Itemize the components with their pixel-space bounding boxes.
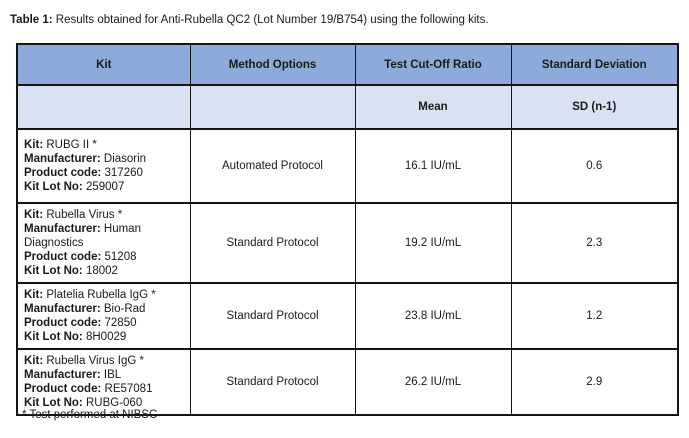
table-row <box>17 349 678 415</box>
manufacturer-value: IBL <box>103 369 122 381</box>
product-code-line <box>24 382 186 396</box>
manufacturer-line <box>24 222 186 250</box>
kit-lot-label: Kit Lot No: <box>24 181 83 193</box>
kit-lot-value: 8H0029 <box>85 331 127 343</box>
table-caption <box>10 13 489 27</box>
mean-cell: 19.2 IU/mL <box>355 203 511 283</box>
kit-label: Kit: <box>24 289 44 301</box>
kit-value: RUBG II * <box>46 139 97 151</box>
kit-value: Rubella Virus IgG * <box>46 355 144 367</box>
kit-lot-label: Kit Lot No: <box>24 331 83 343</box>
manufacturer-value: Diasorin <box>103 153 147 165</box>
product-code-value: RE57081 <box>104 383 153 395</box>
manufacturer-value: Human Diagnostics <box>24 223 141 249</box>
kit-lot-label: Kit Lot No: <box>24 397 83 409</box>
product-code-line <box>24 250 186 264</box>
product-code-label: Product code: <box>24 167 102 179</box>
sd-cell: 0.6 <box>511 129 678 203</box>
method-cell: Standard Protocol <box>190 349 355 415</box>
product-code-value: 51208 <box>104 251 137 263</box>
kit-value: Platelia Rubella IgG * <box>46 289 156 301</box>
col-header-standard-deviation: Standard Deviation <box>511 44 678 85</box>
table-row <box>17 203 678 283</box>
manufacturer-label: Manufacturer: <box>24 369 101 381</box>
kit-lot-value: 259007 <box>85 181 125 193</box>
manufacturer-line <box>24 302 186 316</box>
kit-cell <box>17 203 190 283</box>
manufacturer-label: Manufacturer: <box>24 153 101 165</box>
manufacturer-label: Manufacturer: <box>24 303 101 315</box>
product-code-line <box>24 316 186 330</box>
kit-label: Kit: <box>24 209 44 221</box>
mean-cell: 16.1 IU/mL <box>355 129 511 203</box>
subheader-kit-empty <box>17 85 190 129</box>
subheader-mean: Mean <box>355 85 511 129</box>
footnote: * Test performed at NIBSC <box>22 409 158 421</box>
manufacturer-line <box>24 368 186 382</box>
product-code-value: 317260 <box>104 167 143 179</box>
method-cell: Standard Protocol <box>190 283 355 349</box>
manufacturer-line <box>24 152 186 166</box>
method-cell: Standard Protocol <box>190 203 355 283</box>
col-header-test-cutoff-ratio: Test Cut-Off Ratio <box>355 44 511 85</box>
kit-label: Kit: <box>24 355 44 367</box>
kit-cell <box>17 283 190 349</box>
kit-cell <box>17 129 190 203</box>
manufacturer-label: Manufacturer: <box>24 223 101 235</box>
table-row <box>17 129 678 203</box>
table-caption-text: Results obtained for Anti-Rubella QC2 (Lot Number 19/B754) using the following kits. <box>52 14 489 26</box>
table-caption-label: Table 1: <box>10 14 53 26</box>
sd-cell: 1.2 <box>511 283 678 349</box>
kit-label: Kit: <box>24 139 44 151</box>
product-code-line <box>24 166 186 180</box>
sd-cell: 2.3 <box>511 203 678 283</box>
sd-cell: 2.9 <box>511 349 678 415</box>
mean-cell: 23.8 IU/mL <box>355 283 511 349</box>
table-row <box>17 283 678 349</box>
manufacturer-value: Bio-Rad <box>103 303 146 315</box>
subheader-method-empty <box>190 85 355 129</box>
product-code-value: 72850 <box>104 317 137 329</box>
kit-name-line <box>24 288 186 302</box>
col-header-method-options: Method Options <box>190 44 355 85</box>
kit-lot-line <box>24 180 186 194</box>
header-row <box>17 44 678 85</box>
subheader-sd-n1: SD (n-1) <box>511 85 678 129</box>
kit-cell <box>17 349 190 415</box>
kit-lot-label: Kit Lot No: <box>24 265 83 277</box>
subheader-row <box>17 85 678 129</box>
product-code-label: Product code: <box>24 317 102 329</box>
mean-cell: 26.2 IU/mL <box>355 349 511 415</box>
col-header-kit: Kit <box>17 44 190 85</box>
method-cell: Automated Protocol <box>190 129 355 203</box>
product-code-label: Product code: <box>24 251 102 263</box>
results-table <box>16 43 679 416</box>
product-code-label: Product code: <box>24 383 102 395</box>
kit-name-line <box>24 208 186 222</box>
kit-lot-line <box>24 264 186 278</box>
kit-value: Rubella Virus * <box>46 209 123 221</box>
kit-lot-value: RUBG-060 <box>85 397 143 409</box>
kit-lot-line <box>24 330 186 344</box>
kit-lot-value: 18002 <box>85 265 118 277</box>
kit-name-line <box>24 138 186 152</box>
kit-name-line <box>24 354 186 368</box>
